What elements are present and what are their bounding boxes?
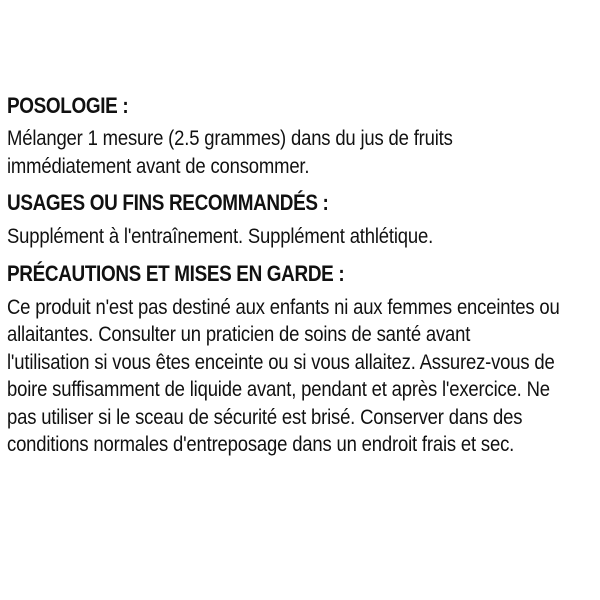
usages-section <box>7 189 600 251</box>
usages-line: Supplément à l'entraînement. Supplément athlétique. <box>7 225 434 248</box>
precautions-line: l'utilisation si vous êtes enceinte ou si vous allaitez. Assurez-vous de <box>7 350 555 374</box>
posologie-line: Mélanger 1 mesure (2.5 grammes) dans du jus de fruits <box>7 127 453 150</box>
precautions-line: pas utiliser si le sceau de sécurité est brisé. Conserver dans des <box>7 405 523 429</box>
precautions-line: conditions normales d'entreposage dans un endroit frais et sec. <box>7 433 515 456</box>
usages-heading: USAGES OU FINS RECOMMANDÉS : <box>7 190 329 215</box>
precautions-line: allaitantes. Consulter un praticien de soins de santé avant <box>7 323 471 346</box>
posologie-heading: POSOLOGIE : <box>7 93 129 118</box>
precautions-line: Ce produit n'est pas destiné aux enfants ni aux femmes enceintes ou <box>7 295 560 319</box>
posologie-section <box>7 92 600 180</box>
precautions-heading: PRÉCAUTIONS ET MISES EN GARDE : <box>7 260 345 286</box>
precautions-section <box>7 260 600 459</box>
posologie-line: immédiatement avant de consommer. <box>7 154 310 178</box>
precautions-line: boire suffisamment de liquide avant, pendant et après l'exercice. Ne <box>7 378 550 401</box>
